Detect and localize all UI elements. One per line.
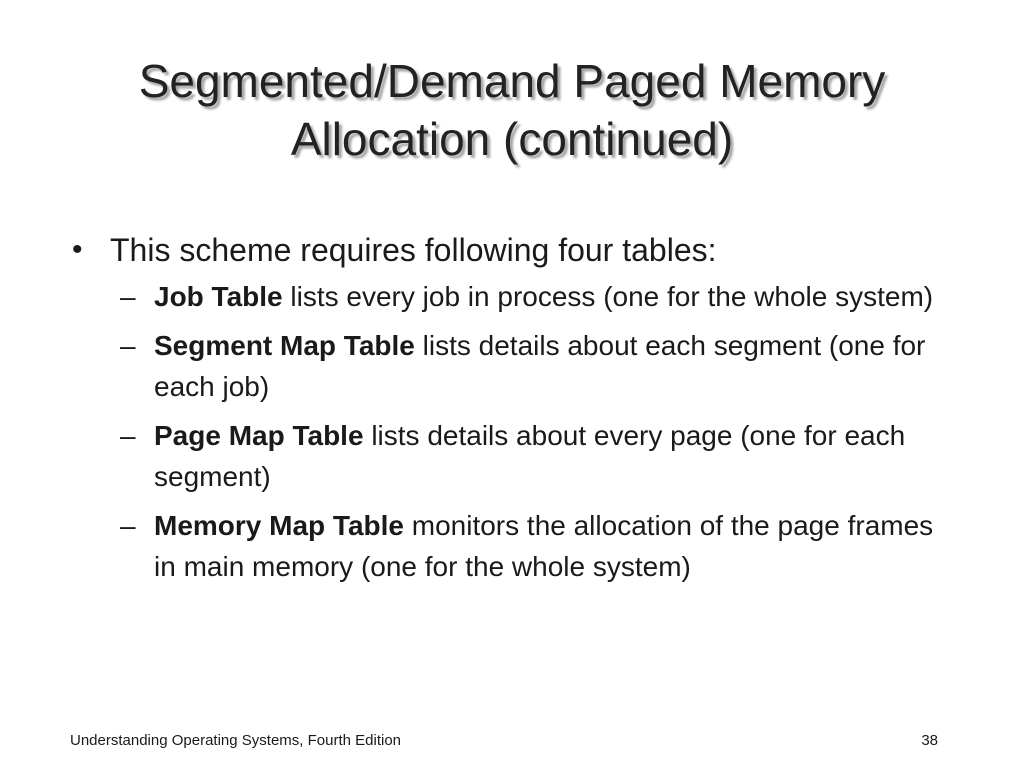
- dash-marker: –: [120, 510, 136, 541]
- description-segment-map-table: lists details about each segment (one for each job): [154, 330, 926, 402]
- sub-bullet-text: [154, 415, 952, 497]
- sub-bullet-list: [120, 276, 952, 587]
- description-job-table: lists every job in process (one for the whole system): [282, 281, 934, 312]
- slide-title: [40, 52, 984, 168]
- bullet-marker: •: [72, 233, 83, 266]
- term-job-table: Job Table: [154, 281, 283, 312]
- footer-book-title: Understanding Operating Systems, Fourth Edition: [70, 732, 402, 749]
- term-page-map-table: Page Map Table: [154, 420, 364, 451]
- footer-page-number: 38: [921, 732, 938, 749]
- dash-marker: –: [120, 281, 136, 312]
- main-bullet: [72, 228, 952, 272]
- sub-bullet-text: [154, 505, 952, 587]
- dash-marker: –: [120, 330, 136, 361]
- title-line-1: Segmented/Demand Paged Memory: [138, 55, 886, 107]
- sub-bullet-job-table: [120, 276, 952, 317]
- sub-bullet-text: [154, 276, 952, 317]
- sub-bullet-segment-map-table: [120, 325, 952, 407]
- sub-bullet-memory-map-table: [120, 505, 952, 587]
- description-page-map-table: lists details about every page (one for each segment): [154, 420, 906, 492]
- sub-bullet-page-map-table: [120, 415, 952, 497]
- title-line-2: Allocation (continued): [290, 113, 734, 165]
- description-memory-map-table: monitors the allocation of the page frames in main memory (one for the whole system): [154, 510, 934, 582]
- slide-content: [72, 228, 952, 595]
- term-segment-map-table: Segment Map Table: [154, 330, 415, 361]
- sub-bullet-text: [154, 325, 952, 407]
- term-memory-map-table: Memory Map Table: [154, 510, 404, 541]
- main-bullet-text: This scheme requires following four tables:: [110, 232, 717, 268]
- dash-marker: –: [120, 420, 136, 451]
